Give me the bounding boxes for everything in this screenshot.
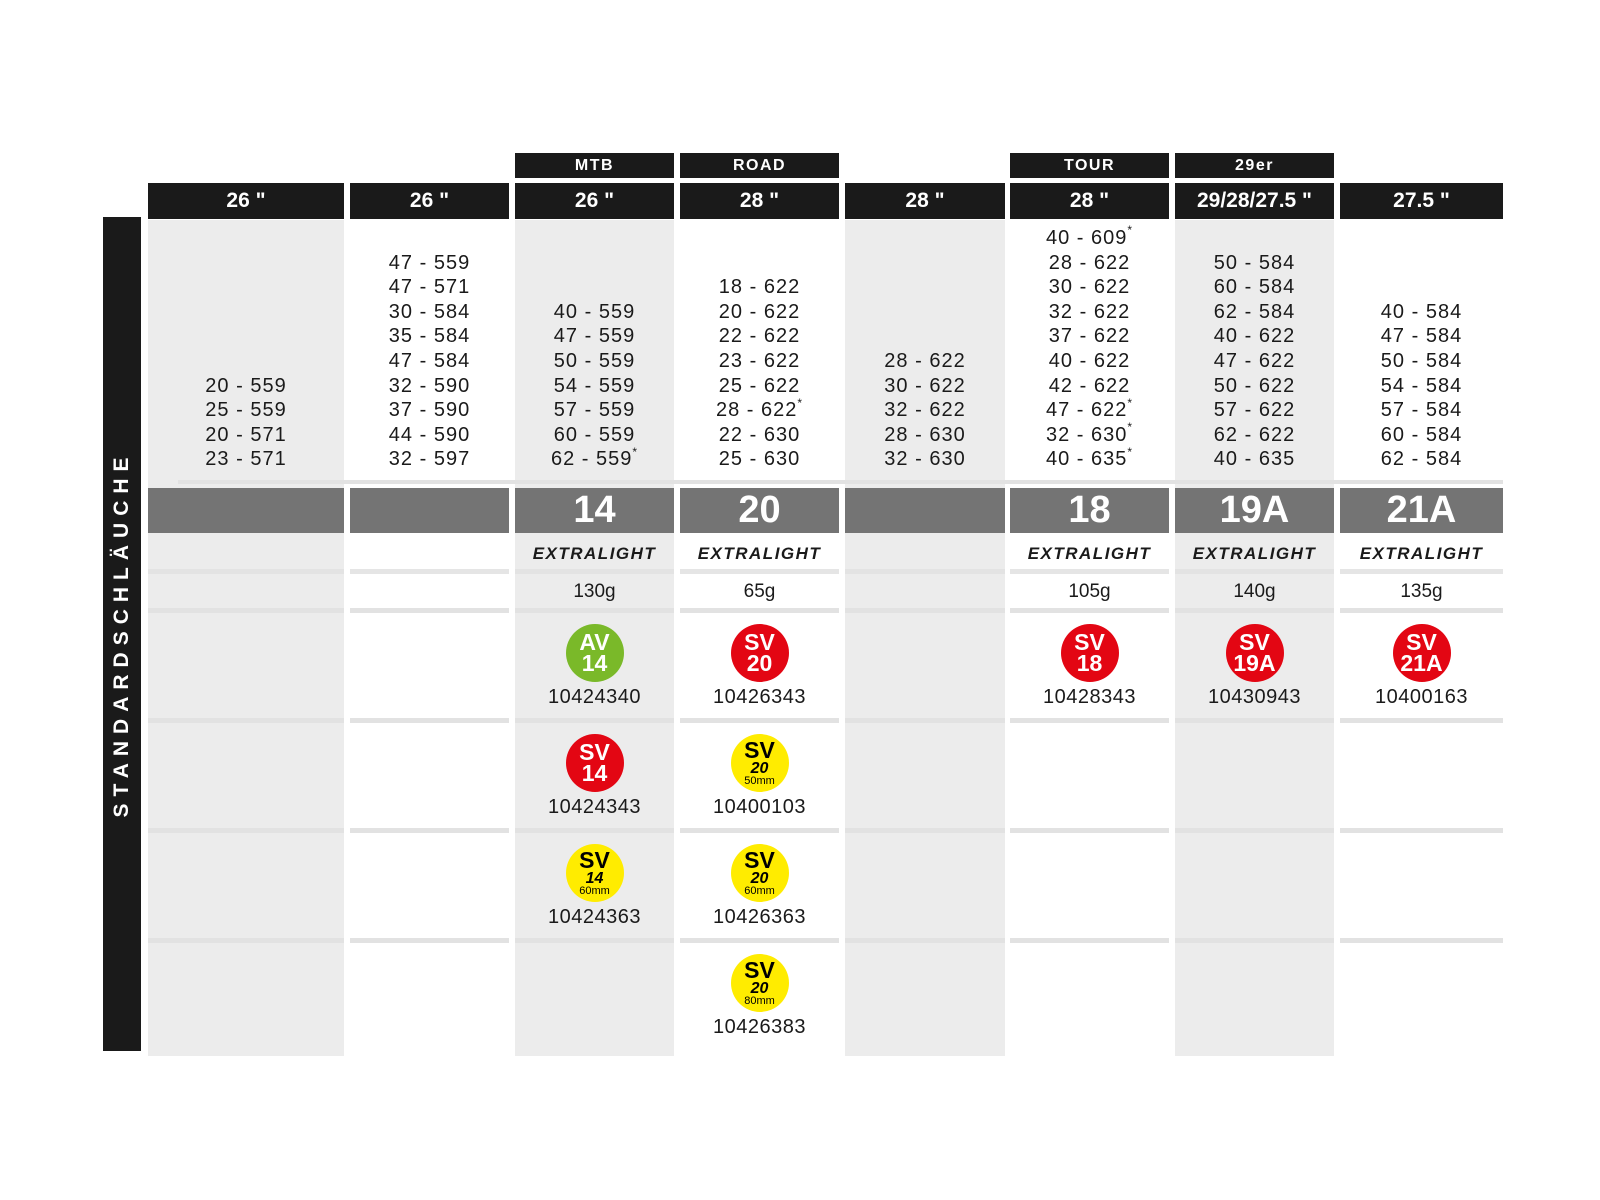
tube-number-bar bbox=[845, 488, 1005, 533]
tyre-size: 42 - 622 bbox=[1048, 374, 1131, 397]
row-divider bbox=[178, 480, 1503, 484]
tyre-size: 30 - 584 bbox=[388, 300, 471, 323]
row-divider bbox=[148, 828, 1503, 833]
article-number: 10428343 bbox=[1043, 686, 1136, 708]
column-gap bbox=[509, 560, 515, 960]
article-number: 10424363 bbox=[548, 906, 641, 928]
size-header: 26 " bbox=[515, 183, 674, 219]
valve-badge-type: SV bbox=[1074, 629, 1105, 655]
tube-line-label: EXTRALIGHT bbox=[1027, 544, 1152, 563]
tube-weight: 135g bbox=[1400, 581, 1443, 602]
valve-badge-type: SV bbox=[744, 846, 775, 873]
tyre-size: 20 - 559 bbox=[205, 374, 287, 397]
valve-badge-type: SV bbox=[744, 956, 775, 983]
side-label: STANDARDSCHLÄUCHE bbox=[110, 450, 133, 818]
article-number: 10424343 bbox=[548, 796, 641, 818]
tyre-size: 57 - 622 bbox=[1213, 399, 1296, 422]
tyre-size: 47 - 584 bbox=[1380, 325, 1463, 348]
tube-number-bar bbox=[148, 488, 344, 533]
article-number: 10400103 bbox=[713, 796, 806, 818]
valve-badge bbox=[1393, 624, 1451, 682]
tyre-size: 40 - 622 bbox=[1048, 350, 1131, 373]
tyre-size: 37 - 622 bbox=[1048, 325, 1131, 348]
column-gap bbox=[1169, 560, 1175, 960]
valve-badge bbox=[566, 624, 624, 682]
column-gap bbox=[344, 560, 350, 960]
tyre-size: 54 - 559 bbox=[553, 374, 636, 397]
tyre-size: 20 - 622 bbox=[718, 300, 801, 323]
column-gap bbox=[1334, 560, 1340, 960]
tyre-size-list bbox=[1340, 224, 1503, 472]
tyre-size: 62 - 584 bbox=[1380, 448, 1463, 471]
size-header: 29/28/27.5 " bbox=[1175, 183, 1334, 219]
row-divider bbox=[148, 608, 1503, 613]
tyre-size: 40 - 584 bbox=[1380, 300, 1463, 323]
size-header: 28 " bbox=[680, 183, 839, 219]
tyre-size: 60 - 584 bbox=[1213, 276, 1296, 299]
tyre-size: 22 - 622 bbox=[718, 325, 801, 348]
tyre-size: 30 - 622 bbox=[884, 374, 966, 397]
tube-weight: 105g bbox=[1068, 581, 1111, 602]
valve-badge-size: 20 bbox=[746, 650, 773, 676]
row-divider bbox=[148, 569, 1503, 574]
tyre-size: 32 - 630* bbox=[1045, 420, 1134, 446]
column-gap bbox=[674, 560, 680, 960]
tube-line-label: EXTRALIGHT bbox=[1359, 544, 1484, 563]
valve-badge bbox=[731, 624, 789, 682]
tyre-size: 54 - 584 bbox=[1380, 374, 1463, 397]
size-header: 27.5 " bbox=[1340, 183, 1503, 219]
valve-badge-type: SV bbox=[1406, 629, 1437, 655]
tyre-size: 47 - 571 bbox=[388, 276, 471, 299]
tyre-size: 40 - 609* bbox=[1045, 223, 1134, 250]
footnote-marker: * bbox=[1127, 420, 1134, 435]
tyre-size: 23 - 622 bbox=[718, 350, 801, 373]
side-label-bar bbox=[103, 217, 141, 1051]
tyre-size: 37 - 590 bbox=[388, 399, 471, 422]
tyre-size-list bbox=[515, 224, 674, 472]
tyre-size: 47 - 559 bbox=[553, 325, 636, 348]
valve-badge-size: 18 bbox=[1076, 650, 1103, 676]
tyre-size: 23 - 571 bbox=[205, 448, 287, 471]
tyre-size: 57 - 559 bbox=[553, 399, 636, 422]
category-header-road: ROAD bbox=[680, 153, 839, 178]
valve-badge-length: 80mm bbox=[744, 994, 775, 1007]
tyre-size-list bbox=[350, 224, 509, 472]
valve-badge-type: SV bbox=[1239, 629, 1270, 655]
row-divider bbox=[148, 718, 1503, 723]
valve-badge-length: 50mm bbox=[744, 774, 775, 787]
valve-badge-size: 14 bbox=[581, 650, 608, 676]
tyre-size: 60 - 584 bbox=[1380, 423, 1463, 446]
tyre-size-list bbox=[148, 224, 344, 472]
valve-badge bbox=[566, 734, 624, 792]
valve-badge bbox=[1061, 624, 1119, 682]
tyre-size: 50 - 559 bbox=[553, 350, 636, 373]
tyre-size: 25 - 622 bbox=[718, 374, 801, 397]
article-number: 10424340 bbox=[548, 686, 641, 708]
tyre-size: 47 - 622 bbox=[1213, 350, 1296, 373]
tyre-size: 40 - 622 bbox=[1213, 325, 1296, 348]
valve-badge bbox=[731, 734, 789, 792]
valve-badge-size: 19A bbox=[1233, 650, 1276, 676]
valve-badge-type: SV bbox=[579, 846, 610, 873]
tube-number-bar bbox=[350, 488, 509, 533]
tube-line-label: EXTRALIGHT bbox=[697, 544, 822, 563]
article-number: 10426363 bbox=[713, 906, 806, 928]
footnote-marker: * bbox=[797, 395, 804, 410]
valve-badge bbox=[731, 954, 789, 1012]
column-gap bbox=[1005, 560, 1010, 960]
tyre-size: 25 - 559 bbox=[205, 399, 287, 422]
valve-badge bbox=[1226, 624, 1284, 682]
tyre-size-list bbox=[1175, 224, 1334, 472]
tyre-size: 25 - 630 bbox=[718, 448, 801, 471]
size-header: 26 " bbox=[148, 183, 344, 219]
footnote-marker: * bbox=[1127, 223, 1134, 238]
tyre-size: 40 - 635 bbox=[1213, 448, 1296, 471]
valve-badge-size: 21A bbox=[1400, 650, 1443, 676]
tyre-size: 28 - 622* bbox=[715, 395, 804, 422]
size-header: 26 " bbox=[350, 183, 509, 219]
valve-badge-size: 20 bbox=[750, 759, 769, 777]
tyre-size: 32 - 622 bbox=[1048, 300, 1131, 323]
tyre-size-list bbox=[680, 224, 839, 472]
valve-badge-type: SV bbox=[744, 736, 775, 763]
tube-weight: 130g bbox=[573, 581, 616, 602]
tyre-size: 32 - 622 bbox=[884, 399, 966, 422]
category-header-29er: 29er bbox=[1175, 153, 1334, 178]
valve-badge-size: 14 bbox=[585, 869, 604, 887]
tyre-size: 22 - 630 bbox=[718, 423, 801, 446]
article-number: 10426383 bbox=[713, 1016, 806, 1038]
category-header-tour: TOUR bbox=[1010, 153, 1169, 178]
valve-badge-size: 20 bbox=[750, 869, 769, 887]
tube-weight: 65g bbox=[743, 581, 776, 602]
valve-badge-type: SV bbox=[744, 629, 775, 655]
tyre-size: 44 - 590 bbox=[388, 423, 471, 446]
tyre-size-list bbox=[845, 224, 1005, 472]
tyre-size: 47 - 622* bbox=[1045, 395, 1134, 422]
tube-number-bar: 18 bbox=[1010, 488, 1169, 533]
tyre-size: 20 - 571 bbox=[205, 423, 287, 446]
tube-line-label: EXTRALIGHT bbox=[1192, 544, 1317, 563]
valve-badge-length: 60mm bbox=[744, 884, 775, 897]
row-divider bbox=[148, 938, 1503, 943]
valve-badge bbox=[731, 844, 789, 902]
tyre-size: 62 - 622 bbox=[1213, 423, 1296, 446]
tyre-size: 62 - 584 bbox=[1213, 300, 1296, 323]
valve-badge-type: SV bbox=[579, 739, 610, 765]
tyre-size: 50 - 584 bbox=[1213, 251, 1296, 274]
valve-badge-size: 20 bbox=[750, 979, 769, 997]
tyre-size: 60 - 559 bbox=[553, 423, 636, 446]
tyre-size: 18 - 622 bbox=[718, 276, 801, 299]
column-gap bbox=[839, 560, 845, 960]
tyre-size: 50 - 622 bbox=[1213, 374, 1296, 397]
article-number: 10426343 bbox=[713, 686, 806, 708]
tyre-size: 57 - 584 bbox=[1380, 399, 1463, 422]
valve-badge bbox=[566, 844, 624, 902]
tyre-size: 47 - 559 bbox=[388, 251, 471, 274]
tyre-size: 50 - 584 bbox=[1380, 350, 1463, 373]
tube-line-label: EXTRALIGHT bbox=[532, 544, 657, 563]
tyre-size: 28 - 622 bbox=[1048, 251, 1131, 274]
tyre-size: 40 - 559 bbox=[553, 300, 636, 323]
tyre-size: 62 - 559* bbox=[550, 444, 639, 471]
size-header: 28 " bbox=[845, 183, 1005, 219]
tyre-size: 30 - 622 bbox=[1048, 276, 1131, 299]
tyre-size-list bbox=[1010, 224, 1169, 472]
tyre-size: 40 - 635* bbox=[1045, 444, 1134, 471]
category-header-mtb: MTB bbox=[515, 153, 674, 178]
tyre-size: 32 - 630 bbox=[884, 448, 966, 471]
tube-number-bar: 20 bbox=[680, 488, 839, 533]
article-number: 10400163 bbox=[1375, 686, 1468, 708]
footnote-marker: * bbox=[1127, 444, 1134, 459]
tyre-size: 28 - 630 bbox=[884, 423, 966, 446]
tube-number-bar: 14 bbox=[515, 488, 674, 533]
valve-badge-length: 60mm bbox=[579, 884, 610, 897]
valve-badge-size: 14 bbox=[581, 760, 608, 786]
tyre-size: 32 - 597 bbox=[388, 448, 471, 471]
footnote-marker: * bbox=[632, 444, 639, 459]
tube-number-bar: 19A bbox=[1175, 488, 1334, 533]
tube-number-bar: 21A bbox=[1340, 488, 1503, 533]
tube-weight: 140g bbox=[1233, 581, 1276, 602]
size-header: 28 " bbox=[1010, 183, 1169, 219]
valve-badge-type: AV bbox=[579, 629, 610, 655]
tyre-size: 28 - 622 bbox=[884, 350, 966, 373]
tyre-size: 35 - 584 bbox=[388, 325, 471, 348]
tyre-size: 47 - 584 bbox=[388, 350, 471, 373]
article-number: 10430943 bbox=[1208, 686, 1301, 708]
tyre-size: 32 - 590 bbox=[388, 374, 471, 397]
footnote-marker: * bbox=[1127, 395, 1134, 410]
